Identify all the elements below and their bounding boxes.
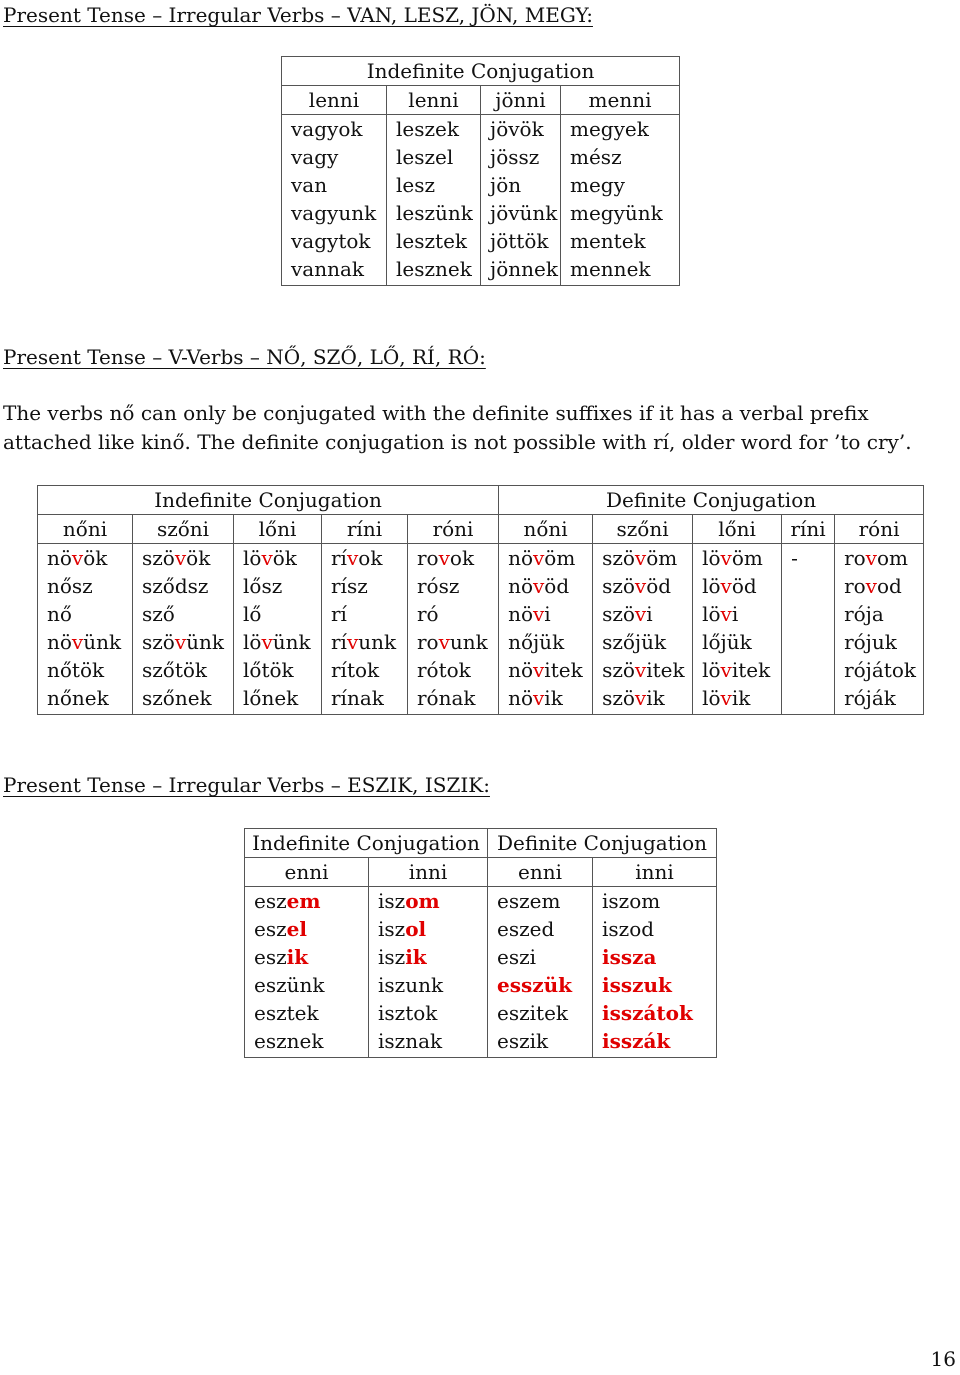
conjugation-cell: nősz [38,572,133,600]
conjugation-cell: isszák [593,1027,717,1058]
conjugation-cell: isszuk [593,971,717,999]
conjugation-cell: rívok [322,544,408,573]
conjugation-cell: lő [234,600,322,628]
conjugation-cell: szövünk [133,628,234,656]
conjugation-cell: isszátok [593,999,717,1027]
infinitive-header: ríni [322,515,408,544]
conjugation-cell: van [282,171,387,199]
infinitive-header: lőni [693,515,782,544]
conjugation-cell: mész [561,143,680,171]
conjugation-cell [782,684,835,715]
conjugation-cell: növitek [499,656,593,684]
conjugation-cell: lőtök [234,656,322,684]
conjugation-cell [782,600,835,628]
infinitive-header: szőni [593,515,693,544]
conjugation-cell: ró [408,600,499,628]
conjugation-cell: isztok [369,999,488,1027]
infinitive-header: nőni [499,515,593,544]
conjugation-cell: eszi [488,943,593,971]
v-verbs-note: The verbs nő can only be conjugated with the definite suffixes if it has a verbal prefix attached like kinő. The definite conjugation is not possible with rí, older word for ’to cry’. [3,401,912,454]
conjugation-cell: megyünk [561,199,680,227]
eszik-iszik-body [245,887,717,1058]
conjugation-cell: rínak [322,684,408,715]
conjugation-cell: növök [38,544,133,573]
conjugation-cell: lövi [693,600,782,628]
conjugation-cell: mentek [561,227,680,255]
conjugation-cell: leszünk [387,199,481,227]
conjugation-cell: jövünk [481,199,561,227]
conjugation-cell: rója [835,600,924,628]
conjugation-cell: róják [835,684,924,715]
conjugation-cell: szőnek [133,684,234,715]
conjugation-cell: lövitek [693,656,782,684]
conjugation-cell: lövünk [234,628,322,656]
infinitive-header: menni [561,86,680,115]
conjugation-cell: esztek [245,999,369,1027]
infinitive-header: enni [488,858,593,887]
conjugation-cell: szövök [133,544,234,573]
conjugation-cell: vagyok [282,115,387,144]
infinitive-header: lőni [234,515,322,544]
conjugation-cell: leszek [387,115,481,144]
conjugation-cell: eszik [245,943,369,971]
conjugation-cell: rísz [322,572,408,600]
conjugation-cell: mennek [561,255,680,286]
conjugation-table-van-lesz-jon-megy [281,56,680,286]
conjugation-cell: jövök [481,115,561,144]
conjugation-cell: sződsz [133,572,234,600]
conjugation-cell [782,656,835,684]
conjugation-cell: rósz [408,572,499,600]
conjugation-cell: lősz [234,572,322,600]
group-header-indefinite: Indefinite Conjugation [245,829,488,858]
v-verbs-body [38,544,924,715]
group-header-definite: Definite Conjugation [488,829,717,858]
conjugation-cell: rovunk [408,628,499,656]
conjugation-cell: lövöm [693,544,782,573]
conjugation-cell: növöm [499,544,593,573]
conjugation-cell: isznak [369,1027,488,1058]
conjugation-cell: szövöm [593,544,693,573]
conjugation-table-v-verbs [37,485,924,715]
conjugation-cell: vannak [282,255,387,286]
infinitive-header: szőni [133,515,234,544]
conjugation-cell: iszol [369,915,488,943]
conjugation-cell: szövik [593,684,693,715]
conjugation-cell: vagy [282,143,387,171]
conjugation-cell: lőnek [234,684,322,715]
conjugation-cell: rójátok [835,656,924,684]
conjugation-cell: szőjük [593,628,693,656]
conjugation-cell: esznek [245,1027,369,1058]
section-heading-eszik-iszik: Present Tense – Irregular Verbs – ESZIK, ISZIK: [3,773,490,797]
conjugation-cell: lesznek [387,255,481,286]
conjugation-cell: megyek [561,115,680,144]
section-heading-v-verbs: Present Tense – V-Verbs – NŐ, SZŐ, LŐ, RÍ, RÓ: [3,345,486,369]
conjugation-cell: sző [133,600,234,628]
conjugation-cell: lövik [693,684,782,715]
conjugation-cell [782,628,835,656]
conjugation-cell: issza [593,943,717,971]
conjugation-cell: rótok [408,656,499,684]
conjugation-cell: eszünk [245,971,369,999]
infinitive-header: róni [408,515,499,544]
conjugation-cell: iszik [369,943,488,971]
conjugation-cell: rovom [835,544,924,573]
conjugation-cell: nő [38,600,133,628]
conjugation-cell: iszod [593,915,717,943]
infinitive-header: inni [369,858,488,887]
conjugation-cell: rovod [835,572,924,600]
conjugation-cell: esszük [488,971,593,999]
conjugation-cell: eszitek [488,999,593,1027]
conjugation-cell: lövök [234,544,322,573]
conjugation-cell: eszik [488,1027,593,1058]
conjugation-cell: iszom [369,887,488,916]
conjugation-cell: eszed [488,915,593,943]
conjugation-cell: szövi [593,600,693,628]
conjugation-cell: vagyunk [282,199,387,227]
infinitive-header: enni [245,858,369,887]
infinitive-header: inni [593,858,717,887]
conjugation-cell: jöttök [481,227,561,255]
conjugation-cell: iszom [593,887,717,916]
conjugation-cell: vagytok [282,227,387,255]
infinitive-header: jönni [481,86,561,115]
conjugation-cell: lesz [387,171,481,199]
conjugation-cell: rónak [408,684,499,715]
conjugation-cell: eszem [245,887,369,916]
infinitive-header: lenni [282,86,387,115]
infinitive-header: lenni [387,86,481,115]
conjugation-cell: iszunk [369,971,488,999]
conjugation-cell: rítok [322,656,408,684]
conjugation-cell: nőjük [499,628,593,656]
group-header-definite: Definite Conjugation [499,486,924,515]
group-header-indefinite: Indefinite Conjugation [38,486,499,515]
conjugation-cell: jössz [481,143,561,171]
conjugation-cell: lőjük [693,628,782,656]
infinitive-header: ríni [782,515,835,544]
conjugation-cell: jön [481,171,561,199]
conjugation-cell: rójuk [835,628,924,656]
conjugation-cell: megy [561,171,680,199]
conjugation-cell: eszem [488,887,593,916]
conjugation-cell [782,572,835,600]
group-header-indefinite: Indefinite Conjugation [282,57,680,86]
infinitive-header: róni [835,515,924,544]
conjugation-cell: nőnek [38,684,133,715]
conjugation-cell: rí [322,600,408,628]
conjugation-cell: rovok [408,544,499,573]
conjugation-cell: növöd [499,572,593,600]
conjugation-cell: - [782,544,835,573]
conjugation-cell: szőtök [133,656,234,684]
conjugation-cell: növik [499,684,593,715]
conjugation-cell: növünk [38,628,133,656]
conjugation-cell: lövöd [693,572,782,600]
conjugation-cell: leszel [387,143,481,171]
conjugation-cell: jönnek [481,255,561,286]
page-number: 16 [930,1347,956,1371]
conjugation-cell: rívunk [322,628,408,656]
conjugation-cell: nőtök [38,656,133,684]
conjugation-cell: növi [499,600,593,628]
conjugation-table-eszik-iszik [244,828,717,1058]
conjugation-cell: szövöd [593,572,693,600]
section-heading-van-lesz-jon-megy: Present Tense – Irregular Verbs – VAN, LESZ, JÖN, MEGY: [3,3,593,27]
conjugation-cell: lesztek [387,227,481,255]
conjugation-cell: eszel [245,915,369,943]
infinitive-header: nőni [38,515,133,544]
conjugation-cell: szövitek [593,656,693,684]
